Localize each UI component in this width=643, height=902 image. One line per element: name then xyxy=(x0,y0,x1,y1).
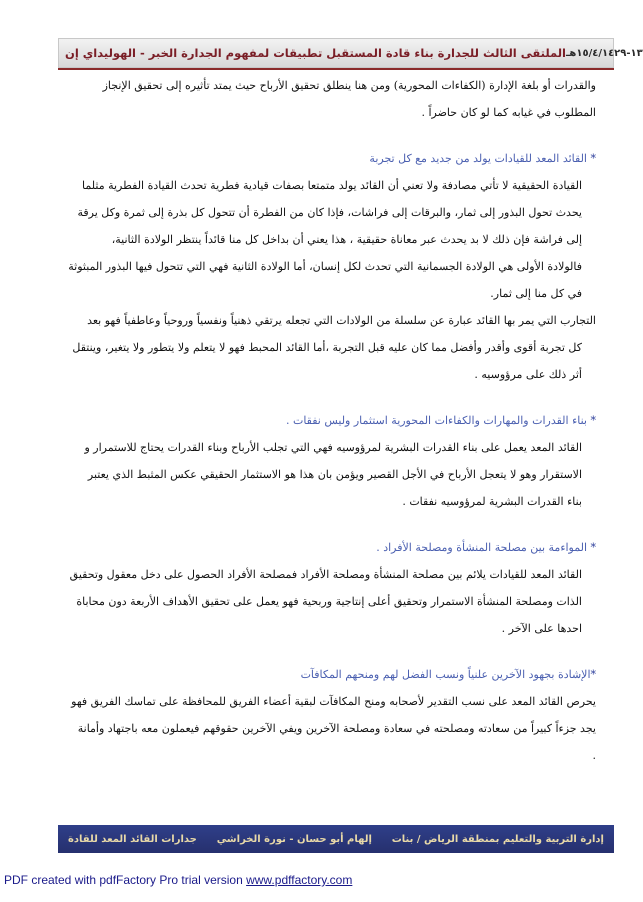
footer-left: جدارات القائد المعد للقادة xyxy=(68,833,197,845)
paragraph-line: يجد جزءاً كبيراً من سعادته ومصلحته في سعادة ومصلحة الآخرين ويفي الآخرين حقوقهم فيعملون معه باجتهاد وأمانة xyxy=(77,722,596,735)
star-bullet-icon: * xyxy=(587,541,596,554)
intro-line: والقدرات أو بلغة الإدارة (الكفاءات المحورية) ومن هنا ينطلق تحقيق الأرباح حيث يمتد تأثيره إلى تحقيق الإنجاز xyxy=(102,79,596,92)
footer-right: إدارة التربية والتعليم بمنطقة الرياض / بنات xyxy=(391,833,604,845)
pdffactory-link[interactable]: www.pdffactory.com xyxy=(246,873,353,887)
pdf-note-text: PDF created with pdfFactory Pro trial version xyxy=(4,873,247,887)
paragraph-line: احدها على الآخر . xyxy=(501,622,582,635)
paragraph-line: . xyxy=(592,749,596,762)
footer-center: إلهام أبو حسان - نورة الخراشي xyxy=(216,833,372,845)
paragraph-line: القائد المعد يعمل على بناء القدرات البشرية لمرؤوسيه فهي التي تجلب الأرباح وبناء القدرات يحتاج للاستمرار و xyxy=(84,441,582,454)
header-rule xyxy=(58,68,614,70)
pdf-creator-note xyxy=(4,873,352,887)
footer-banner xyxy=(58,825,614,853)
paragraph-line: التجارب التي يمر بها القائد عبارة عن سلسلة من الولادات التي تجعله يرتقي ذهنياً ونفسياً وروحياً وعاطفياً فهو بعد xyxy=(87,314,596,327)
star-bullet-icon: * xyxy=(587,152,596,165)
star-bullet-icon: * xyxy=(590,668,596,681)
star-bullet-icon: * xyxy=(587,414,596,427)
paragraph-line: الذات ومصلحة المنشأة الاستمرار وتحقيق أعلى إنتاجية وربحية فهو يعمل على تحقيق الأهداف الأربعة دون محاباة xyxy=(76,595,582,608)
section-heading: * المواءمة بين مصلحة المنشأة ومصلحة الأفراد . xyxy=(376,541,596,554)
header-date: ١٣-١٥/٤/١٤٢٩هـ xyxy=(566,47,643,59)
paragraph-line: في كل منا إلى ثمار. xyxy=(490,287,582,300)
paragraph-line: يحرص القائد المعد على نسب التقدير لأصحابه ومنح المكافآت لبقية أعضاء الفريق للمحافظة على تماسك الفريق فهو xyxy=(71,695,596,708)
header-title: الملتقى الثالث للجدارة بناء قادة المستقبل تطبيقات لمفهوم الجدارة الخبر - الهوليداي إن xyxy=(65,46,566,60)
paragraph-line: إلى فراشة فإن ذلك لا بد يحدث عبر معاناة حقيقية ، هذا يعني أن بداخل كل منا قائداً ينتظر الولادة الثانية، xyxy=(111,233,582,246)
paragraph-line: القائد المعد للقيادات يلائم بين مصلحة المنشأة ومصلحة الأفراد فمصلحة الأفراد الحصول على دخل معقول وتحقيق xyxy=(69,568,582,581)
header-banner xyxy=(58,38,643,68)
paragraph-line: فالولادة الأولى هي الولادة الجسمانية التي تحدث لكل إنسان، أما الولادة الثانية فهي التي تتحول فيها البذور المبثوثة xyxy=(68,260,582,273)
paragraph-line: يحدث تحول البذور إلى ثمار، والبرقات إلى فراشات، فإذا كان من الفطرة أن تتحول كل بذرة إلى ثمرة وكل يرقة xyxy=(77,206,582,219)
intro-line: المطلوب في غيابه كما لو كان حاضراً . xyxy=(421,106,596,119)
section-heading: * بناء القدرات والمهارات والكفاءات المحورية استثمار وليس نفقات . xyxy=(285,414,596,427)
section-heading: * القائد المعد للقيادات يولد من جديد مع كل تجربة xyxy=(369,152,596,165)
paragraph-line: الاستقرار وهو لا يتعجل الأرباح في الأجل القصير ويؤمن بان هذا هو الاستثمار الحقيقي عكس المثبط الذي يعتبر xyxy=(87,468,582,481)
paragraph-line: أثر ذلك على مرؤوسيه . xyxy=(474,368,582,381)
section-heading: *الإشادة بجهود الآخرين علنياً ونسب الفضل لهم ومنحهم المكافآت xyxy=(300,668,596,681)
paragraph-line: بناء القدرات البشرية لمرؤوسيه نفقات . xyxy=(402,495,582,508)
paragraph-line: كل تجربة أقوى وأقدر وأفضل مما كان عليه قبل التجربة ،أما القائد المحبط فهو لا يتعلم ولا يتطور ولا يتغير، وينتقل xyxy=(72,341,582,354)
document-body xyxy=(48,72,596,769)
paragraph-line: القيادة الحقيقية لا تأتي مصادفة ولا تعني أن القائد يولد متمتعا بصفات قيادية فطرية تحدث القيادة الفطرية مثلما xyxy=(82,179,582,192)
